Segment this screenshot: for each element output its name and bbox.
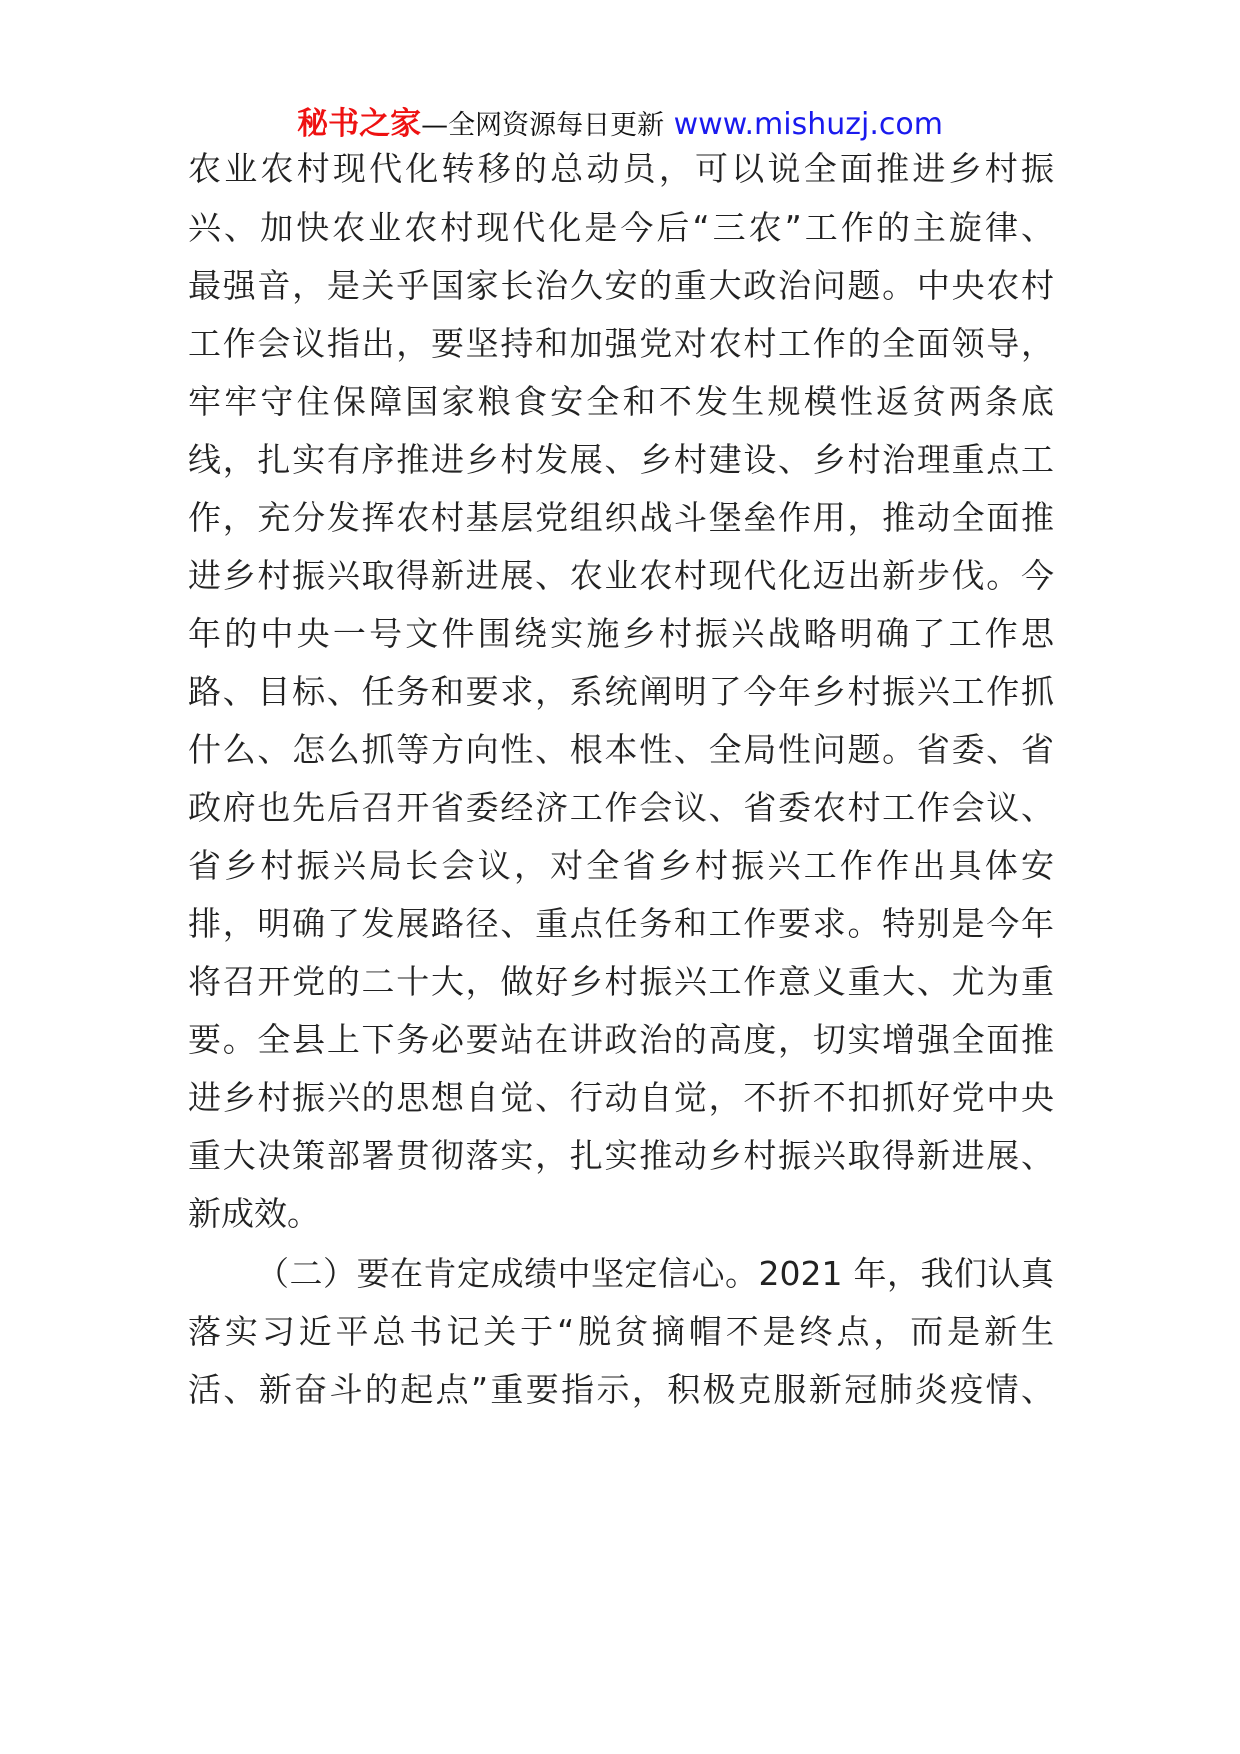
- paragraph-line: 路、目标、任务和要求，系统阐明了今年乡村振兴工作抓: [188, 672, 1054, 711]
- paragraph-line: 省乡村振兴局长会议，对全省乡村振兴工作作出具体安: [188, 846, 1054, 885]
- paragraph-line: 农业农村现代化转移的总动员，可以说全面推进乡村振: [188, 149, 1054, 188]
- paragraph-line: 什么、怎么抓等方向性、根本性、全局性问题。省委、省: [188, 730, 1054, 769]
- paragraph-line: 排，明确了发展路径、重点任务和工作要求。特别是今年: [188, 904, 1054, 943]
- site-tagline: —全网资源每日更新: [421, 110, 665, 141]
- paragraph-line: 将召开党的二十大，做好乡村振兴工作意义重大、尤为重: [188, 962, 1054, 1001]
- site-url[interactable]: www.mishuzj.com: [673, 107, 943, 142]
- paragraph-line: 活、新奋斗的起点”重要指示，积极克服新冠肺炎疫情、: [188, 1370, 1054, 1409]
- paragraph-line: 落实习近平总书记关于“脱贫摘帽不是终点，而是新生: [188, 1312, 1054, 1351]
- paragraph-line: 工作会议指出，要坚持和加强党对农村工作的全面领导，: [188, 324, 1054, 363]
- paragraph-line: 作，充分发挥农村基层党组织战斗堡垒作用，推动全面推: [188, 498, 1054, 537]
- paragraph-line: 最强音，是关乎国家长治久安的重大政治问题。中央农村: [188, 266, 1054, 305]
- paragraph-line: 年的中央一号文件围绕实施乡村振兴战略明确了工作思: [188, 614, 1054, 653]
- paragraph-line: 新成效。: [188, 1194, 320, 1233]
- paragraph-line: 政府也先后召开省委经济工作会议、省委农村工作会议、: [188, 788, 1054, 827]
- paragraph-line: 进乡村振兴取得新进展、农业农村现代化迈出新步伐。今: [188, 556, 1054, 595]
- paragraph-line: 牢牢守住保障国家粮食安全和不发生规模性返贫两条底: [188, 382, 1054, 421]
- section-heading-line: （二）要在肯定成绩中坚定信心。2021 年，我们认真: [256, 1254, 1054, 1293]
- paragraph-line: 重大决策部署贯彻落实，扎实推动乡村振兴取得新进展、: [188, 1136, 1054, 1175]
- paragraph-line: 要。全县上下务必要站在讲政治的高度，切实增强全面推: [188, 1020, 1054, 1059]
- paragraph-line: 线，扎实有序推进乡村发展、乡村建设、乡村治理重点工: [188, 440, 1054, 479]
- paragraph-line: 兴、加快农业农村现代化是今后“三农”工作的主旋律、: [188, 208, 1054, 247]
- site-brand: 秘书之家: [297, 106, 422, 142]
- paragraph-line: 进乡村振兴的思想自觉、行动自觉，不折不扣抓好党中央: [188, 1078, 1054, 1117]
